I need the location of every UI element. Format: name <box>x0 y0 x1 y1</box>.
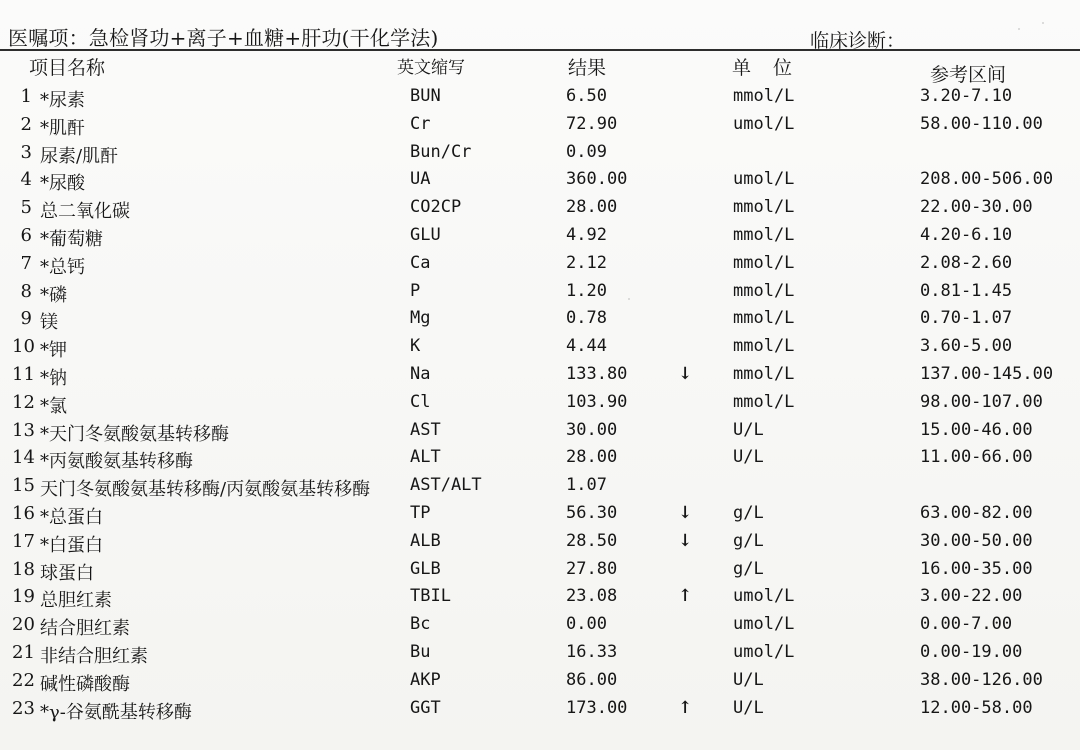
test-abbreviation: ALT <box>410 447 441 468</box>
reference-range: 0.00-19.00 <box>920 641 1023 662</box>
test-name: *总钙 <box>40 256 85 278</box>
test-abbreviation: Na <box>410 363 431 384</box>
test-name: 结合胆红素 <box>40 618 130 640</box>
test-unit: mmol/L <box>733 197 795 218</box>
test-result: 27.80 <box>566 558 618 579</box>
row-number: 16 <box>12 502 35 524</box>
test-result: 0.78 <box>566 308 607 329</box>
row-number: 11 <box>12 363 35 385</box>
test-unit: mmol/L <box>733 336 795 357</box>
abnormal-flag-icon: ↑ <box>678 586 693 607</box>
table-row <box>0 306 1080 334</box>
test-name: 球蛋白 <box>40 562 94 584</box>
table-row <box>0 584 1080 612</box>
test-unit: mmol/L <box>733 86 795 106</box>
reference-range: 3.00-22.00 <box>920 586 1023 607</box>
clinical-diagnosis-label: 临床诊断： <box>810 30 906 52</box>
test-abbreviation: Bun/Cr <box>410 141 472 162</box>
test-name: *天门冬氨酸氨基转移酶 <box>40 423 229 445</box>
test-abbreviation: TP <box>410 502 431 523</box>
test-abbreviation: Bu <box>410 641 431 662</box>
test-result: 72.90 <box>566 113 618 134</box>
row-number: 13 <box>12 419 35 441</box>
test-unit: mmol/L <box>733 252 795 273</box>
abnormal-flag-icon: ↓ <box>678 363 693 384</box>
table-row <box>0 418 1080 446</box>
row-number: 5 <box>20 197 32 219</box>
table-row <box>0 445 1080 473</box>
reference-range: 30.00-50.00 <box>920 530 1033 551</box>
test-name: *葡萄糖 <box>40 228 103 250</box>
row-number: 21 <box>12 641 35 663</box>
test-unit: mmol/L <box>733 391 795 412</box>
table-row <box>0 529 1080 557</box>
test-unit: umol/L <box>733 586 795 607</box>
row-number: 22 <box>12 669 35 691</box>
test-unit: U/L <box>733 697 764 718</box>
test-result: 28.50 <box>566 530 618 551</box>
table-row <box>0 195 1080 223</box>
row-number: 12 <box>12 391 35 413</box>
table-row <box>0 251 1080 279</box>
test-name: *丙氨酸氨基转移酶 <box>40 451 193 473</box>
test-abbreviation: BUN <box>410 86 441 106</box>
test-abbreviation: P <box>410 280 421 301</box>
test-abbreviation: GLU <box>410 224 441 245</box>
test-abbreviation: AST <box>410 419 441 440</box>
test-name: *肌酐 <box>40 117 85 139</box>
table-row <box>0 167 1080 195</box>
column-header-reference-range: 参考区间 <box>930 64 1007 86</box>
test-abbreviation: Cl <box>410 391 431 412</box>
table-row <box>0 223 1080 251</box>
test-abbreviation: ALB <box>410 530 441 551</box>
test-result: 0.09 <box>566 141 607 162</box>
test-name: 天门冬氨酸氨基转移酶/丙氨酸氨基转移酶 <box>40 479 371 501</box>
test-unit: mmol/L <box>733 363 795 384</box>
row-number: 2 <box>20 113 32 135</box>
test-name: *氯 <box>40 395 67 417</box>
test-result: 23.08 <box>566 586 618 607</box>
table-row <box>0 612 1080 640</box>
reference-range: 0.00-7.00 <box>920 614 1013 635</box>
test-result: 28.00 <box>566 447 618 468</box>
test-result: 6.50 <box>566 86 607 106</box>
table-row <box>0 501 1080 529</box>
test-result: 360.00 <box>566 169 628 190</box>
test-abbreviation: GGT <box>410 697 441 718</box>
test-result: 4.92 <box>566 224 607 245</box>
table-row <box>0 84 1080 112</box>
test-abbreviation: Mg <box>410 308 431 329</box>
report-header <box>0 0 1080 86</box>
test-result: 16.33 <box>566 641 618 662</box>
row-number: 17 <box>12 530 35 552</box>
test-unit: umol/L <box>733 113 795 134</box>
test-name: *白蛋白 <box>40 534 103 556</box>
row-number: 4 <box>20 169 32 191</box>
test-abbreviation: AST/ALT <box>410 475 482 496</box>
row-number: 23 <box>12 697 35 719</box>
row-number: 7 <box>20 252 32 274</box>
row-number: 20 <box>12 614 35 636</box>
lab-results-table <box>0 84 1080 723</box>
header-divider <box>0 49 1080 51</box>
reference-range: 0.81-1.45 <box>920 280 1013 301</box>
abnormal-flag-icon: ↑ <box>678 697 693 718</box>
test-result: 133.80 <box>566 363 628 384</box>
reference-range: 2.08-2.60 <box>920 252 1013 273</box>
row-number: 18 <box>12 558 35 580</box>
test-unit: U/L <box>733 447 764 468</box>
test-result: 86.00 <box>566 669 618 690</box>
row-number: 1 <box>20 86 32 107</box>
test-result: 173.00 <box>566 697 628 718</box>
test-name: *磷 <box>40 284 67 306</box>
test-name: *尿酸 <box>40 173 85 195</box>
reference-range: 15.00-46.00 <box>920 419 1033 440</box>
test-unit: g/L <box>733 558 764 579</box>
test-unit: umol/L <box>733 169 795 190</box>
abnormal-flag-icon: ↓ <box>678 530 693 551</box>
table-row <box>0 140 1080 168</box>
reference-range: 3.20-7.10 <box>920 86 1013 106</box>
abnormal-flag-icon: ↓ <box>678 502 693 523</box>
column-header-name: 项目名称 <box>29 57 106 79</box>
test-abbreviation: Cr <box>410 113 431 134</box>
reference-range: 0.70-1.07 <box>920 308 1013 329</box>
reference-range: 98.00-107.00 <box>920 391 1043 412</box>
test-abbreviation: AKP <box>410 669 441 690</box>
test-name: 非结合胆红素 <box>40 645 148 667</box>
test-abbreviation: K <box>410 336 421 357</box>
test-unit: mmol/L <box>733 308 795 329</box>
column-header-result: 结果 <box>568 57 607 79</box>
reference-range: 11.00-66.00 <box>920 447 1033 468</box>
test-abbreviation: UA <box>410 169 431 190</box>
table-row <box>0 390 1080 418</box>
column-header-unit: 单 位 <box>732 57 801 79</box>
test-result: 2.12 <box>566 252 607 273</box>
table-row <box>0 668 1080 696</box>
table-row <box>0 112 1080 140</box>
test-name: 碱性磷酸酶 <box>40 673 130 695</box>
test-abbreviation: Bc <box>410 614 431 635</box>
test-unit: mmol/L <box>733 280 795 301</box>
row-number: 9 <box>20 308 32 330</box>
row-number: 14 <box>12 447 35 469</box>
test-result: 30.00 <box>566 419 618 440</box>
test-unit: U/L <box>733 669 764 690</box>
reference-range: 16.00-35.00 <box>920 558 1033 579</box>
test-name: 尿素/肌酐 <box>40 145 119 167</box>
table-row <box>0 473 1080 501</box>
test-unit: U/L <box>733 419 764 440</box>
test-unit: umol/L <box>733 614 795 635</box>
row-number: 19 <box>12 586 35 608</box>
test-name: 总胆红素 <box>40 590 112 612</box>
test-name: *钠 <box>40 367 67 389</box>
test-result: 103.90 <box>566 391 628 412</box>
reference-range: 38.00-126.00 <box>920 669 1043 690</box>
reference-range: 12.00-58.00 <box>920 697 1033 718</box>
test-result: 0.00 <box>566 614 607 635</box>
reference-range: 58.00-110.00 <box>920 113 1043 134</box>
test-result: 1.20 <box>566 280 607 301</box>
reference-range: 22.00-30.00 <box>920 197 1033 218</box>
row-number: 15 <box>12 475 35 497</box>
test-name: *尿素 <box>40 90 85 111</box>
table-row <box>0 696 1080 724</box>
test-unit: umol/L <box>733 641 795 662</box>
test-name: 总二氧化碳 <box>40 201 130 223</box>
table-row <box>0 640 1080 668</box>
test-name: 镁 <box>40 312 58 334</box>
row-number: 3 <box>20 141 32 163</box>
table-row <box>0 279 1080 307</box>
test-unit: g/L <box>733 530 764 551</box>
order-item-label: 医嘱项：急检肾功+离子+血糖+肝功(干化学法) <box>8 26 439 50</box>
test-unit: g/L <box>733 502 764 523</box>
test-abbreviation: TBIL <box>410 586 451 607</box>
reference-range: 208.00-506.00 <box>920 169 1054 190</box>
row-number: 8 <box>20 280 32 302</box>
test-abbreviation: GLB <box>410 558 441 579</box>
row-number: 6 <box>20 224 32 246</box>
test-name: *总蛋白 <box>40 506 103 528</box>
row-number: 10 <box>12 336 35 358</box>
test-result: 4.44 <box>566 336 607 357</box>
table-row <box>0 334 1080 362</box>
reference-range: 63.00-82.00 <box>920 502 1033 523</box>
test-abbreviation: Ca <box>410 252 431 273</box>
test-name: *钾 <box>40 340 67 362</box>
reference-range: 137.00-145.00 <box>920 363 1054 384</box>
table-row <box>0 557 1080 585</box>
column-header-abbreviation: 英文缩写 <box>397 58 465 78</box>
test-result: 1.07 <box>566 475 607 496</box>
test-result: 56.30 <box>566 502 618 523</box>
test-name: *γ-谷氨酰基转移酶 <box>40 701 192 723</box>
test-result: 28.00 <box>566 197 618 218</box>
reference-range: 4.20-6.10 <box>920 224 1013 245</box>
test-abbreviation: CO2CP <box>410 197 462 218</box>
table-row <box>0 362 1080 390</box>
reference-range: 3.60-5.00 <box>920 336 1013 357</box>
test-unit: mmol/L <box>733 224 795 245</box>
